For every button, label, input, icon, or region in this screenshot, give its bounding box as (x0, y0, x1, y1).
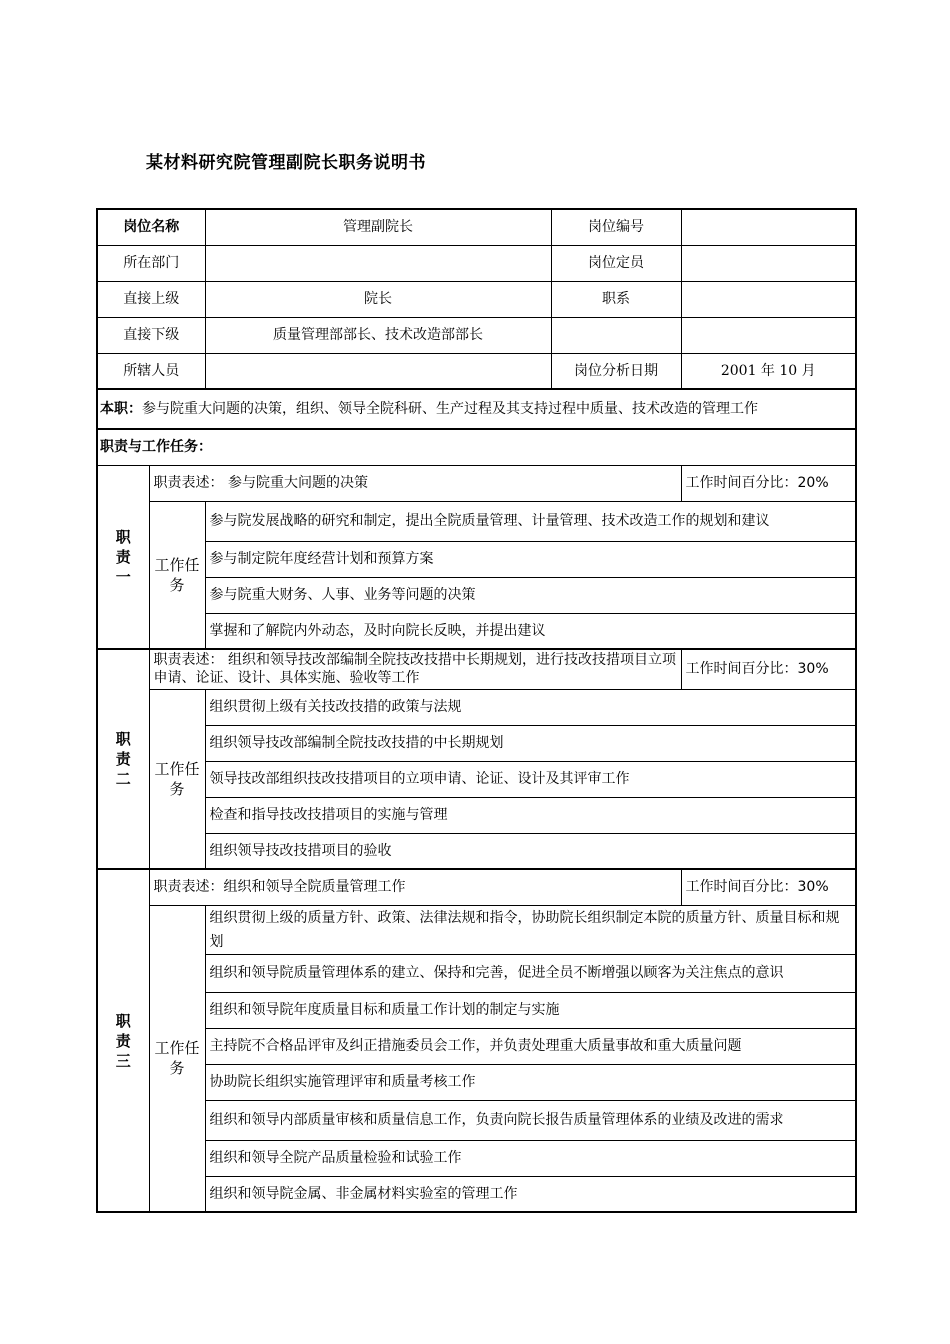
info-row (97, 209, 856, 245)
superior-value: 院长 (205, 281, 551, 317)
duty-2-task-2: 组织领导技改部编制全院技改技措的中长期规划 (205, 725, 856, 761)
department-value (205, 245, 551, 281)
document-title: 某材料研究院管理副院长职务说明书 (146, 153, 426, 173)
duty-3-description: 职责表述：组织和领导全院质量管理工作 (149, 869, 681, 905)
task-row (97, 797, 856, 833)
staff-value (205, 353, 551, 389)
headcount-value (681, 245, 856, 281)
duty-summary-row (97, 389, 856, 429)
duty-2-description: 职责表述： 组织和领导技改部编制全院技改技措中长期规划，进行技改技措项目立项申请、论证、设计、具体实施、验收等工作 (149, 649, 681, 689)
duty-3-task-8: 组织和领导院金属、非金属材料实验室的管理工作 (205, 1176, 856, 1212)
task-row (97, 992, 856, 1028)
task-row (97, 501, 856, 541)
duty-summary (97, 389, 856, 429)
duty-2-task-label: 工作任务 (149, 689, 205, 869)
task-row (97, 1176, 856, 1212)
duty-3-task-5: 协助院长组织实施管理评审和质量考核工作 (205, 1064, 856, 1100)
task-row (97, 725, 856, 761)
empty-value (681, 317, 856, 353)
duty-2-label: 职 责 二 (97, 649, 149, 869)
duty-3-label: 职 责 三 (97, 869, 149, 1212)
position-name-label: 岗位名称 (97, 209, 205, 245)
duty-3-task-6: 组织和领导内部质量审核和质量信息工作，负责向院长报告质量管理体系的业绩及改进的需求 (205, 1100, 856, 1140)
duty-3-task-1: 组织贯彻上级的质量方针、政策、法律法规和指令，协助院长组织制定本院的质量方针、质量目标和规划 (205, 905, 856, 954)
empty-label (551, 317, 681, 353)
info-row (97, 281, 856, 317)
duty-desc-row (97, 465, 856, 501)
task-row (97, 1100, 856, 1140)
duty-2-task-3: 领导技改部组织技改技措项目的立项申请、论证、设计及其评审工作 (205, 761, 856, 797)
duty-1-description: 职责表述： 参与院重大问题的决策 (149, 465, 681, 501)
duty-1-task-label: 工作任务 (149, 501, 205, 649)
job-description-table (96, 208, 857, 1213)
duty-1-task-2: 参与制定院年度经营计划和预算方案 (205, 541, 856, 577)
duties-header: 职责与工作任务： (97, 429, 856, 465)
position-number-label: 岗位编号 (551, 209, 681, 245)
task-row (97, 954, 856, 992)
subordinate-label: 直接下级 (97, 317, 205, 353)
job-family-label: 职系 (551, 281, 681, 317)
duty-1-percent: 工作时间百分比：20% (681, 465, 856, 501)
duty-3-task-3: 组织和领导院年度质量目标和质量工作计划的制定与实施 (205, 992, 856, 1028)
duty-desc-row (97, 869, 856, 905)
task-row (97, 577, 856, 613)
duty-3-task-4: 主持院不合格品评审及纠正措施委员会工作，并负责处理重大质量事故和重大质量问题 (205, 1028, 856, 1064)
duties-header-row (97, 429, 856, 465)
duty-2-task-5: 组织领导技改技措项目的验收 (205, 833, 856, 869)
position-name-value: 管理副院长 (205, 209, 551, 245)
job-family-value (681, 281, 856, 317)
headcount-label: 岗位定员 (551, 245, 681, 281)
task-row (97, 1064, 856, 1100)
duty-3-percent: 工作时间百分比：30% (681, 869, 856, 905)
analysis-date-value: 2001 年 10 月 (681, 353, 856, 389)
task-row (97, 761, 856, 797)
task-row (97, 689, 856, 725)
task-row (97, 613, 856, 649)
duty-1-task-4: 掌握和了解院内外动态，及时向院长反映，并提出建议 (205, 613, 856, 649)
analysis-date-label: 岗位分析日期 (551, 353, 681, 389)
info-row (97, 353, 856, 389)
duty-3-task-2: 组织和领导院质量管理体系的建立、保持和完善，促进全员不断增强以顾客为关注焦点的意识 (205, 954, 856, 992)
duty-2-task-1: 组织贯彻上级有关技改技措的政策与法规 (205, 689, 856, 725)
task-row (97, 541, 856, 577)
task-row (97, 833, 856, 869)
duty-3-task-label: 工作任务 (149, 905, 205, 1212)
position-number-value (681, 209, 856, 245)
duty-1-task-1: 参与院发展战略的研究和制定，提出全院质量管理、计量管理、技术改造工作的规划和建议 (205, 501, 856, 541)
duty-3-task-7: 组织和领导全院产品质量检验和试验工作 (205, 1140, 856, 1176)
info-row (97, 317, 856, 353)
duty-2-percent: 工作时间百分比：30% (681, 649, 856, 689)
staff-label: 所辖人员 (97, 353, 205, 389)
duty-desc-row (97, 649, 856, 689)
duty-2-task-4: 检查和指导技改技措项目的实施与管理 (205, 797, 856, 833)
task-row (97, 1028, 856, 1064)
info-row (97, 245, 856, 281)
duty-1-label: 职 责 一 (97, 465, 149, 649)
department-label: 所在部门 (97, 245, 205, 281)
task-row (97, 1140, 856, 1176)
task-row (97, 905, 856, 954)
subordinate-value: 质量管理部部长、技术改造部部长 (205, 317, 551, 353)
duty-summary-label: 本职： (100, 401, 142, 417)
superior-label: 直接上级 (97, 281, 205, 317)
duty-summary-text: 参与院重大问题的决策，组织、领导全院科研、生产过程及其支持过程中质量、技术改造的管理工作 (142, 401, 758, 417)
duty-1-task-3: 参与院重大财务、人事、业务等问题的决策 (205, 577, 856, 613)
